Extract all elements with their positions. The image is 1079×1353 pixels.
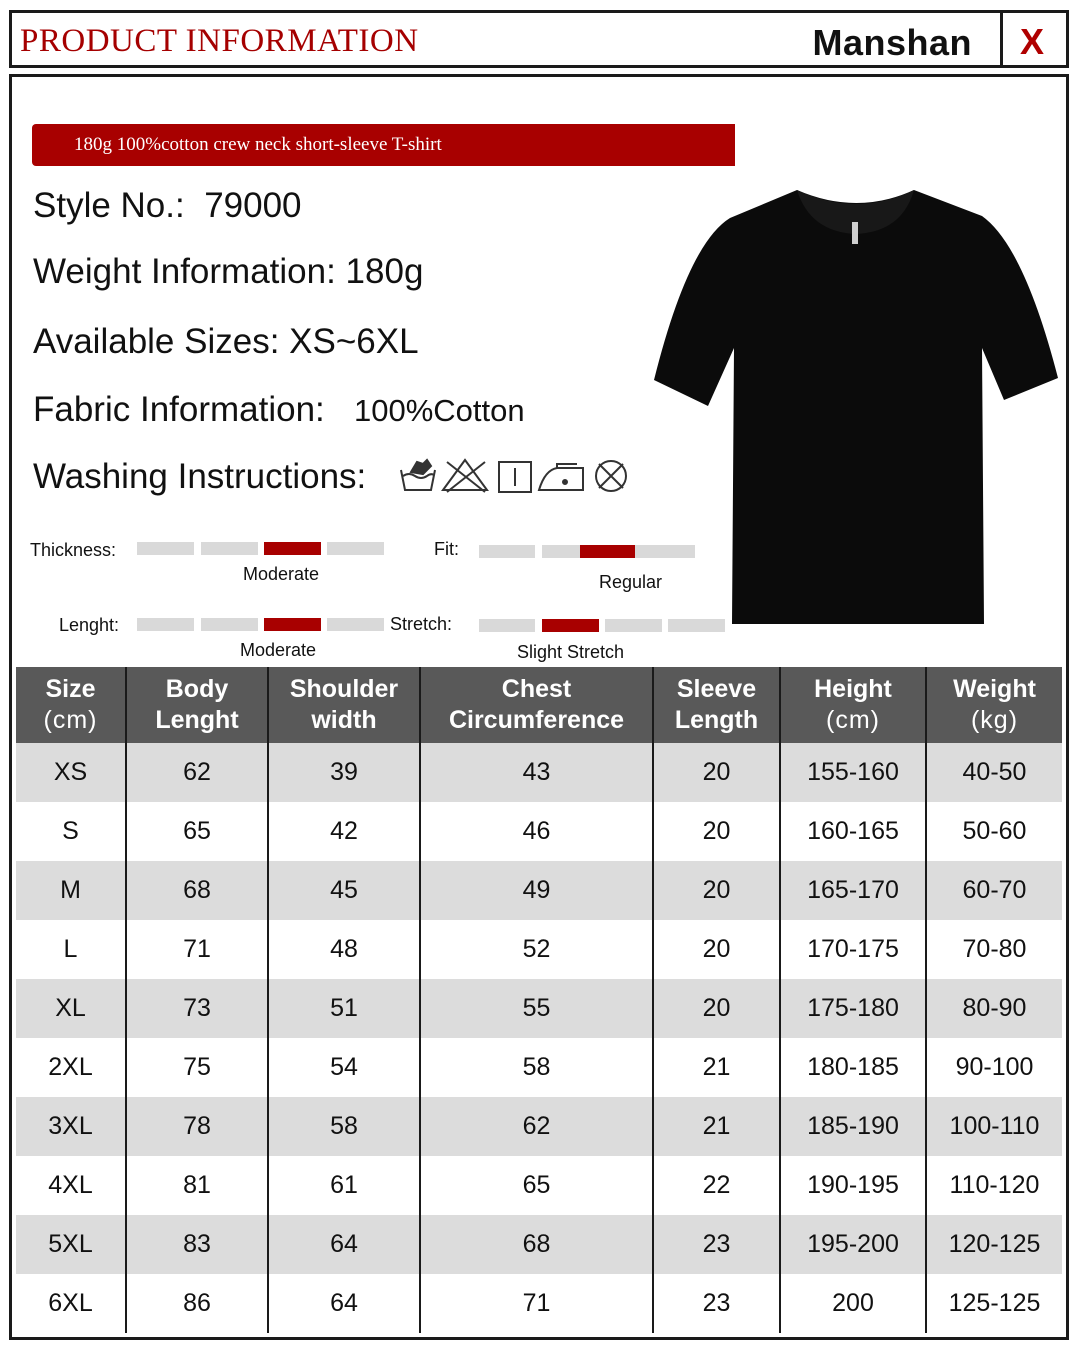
table-header-row [16, 667, 1062, 743]
table-cell: S [16, 802, 126, 861]
column-header: Chest Circumference [420, 667, 653, 743]
length-segment [327, 618, 384, 631]
table-cell: 68 [420, 1215, 653, 1274]
stretch-label: Stretch: [390, 614, 453, 634]
table-cell: 125-125 [926, 1274, 1062, 1333]
table-cell: 65 [420, 1156, 653, 1215]
length-caption: Moderate [240, 640, 317, 660]
table-cell: 23 [653, 1274, 780, 1333]
table-cell: 23 [653, 1215, 780, 1274]
column-header: Body Lenght [126, 667, 268, 743]
table-cell: 39 [268, 743, 420, 802]
table-cell: 21 [653, 1097, 780, 1156]
table-cell: 110-120 [926, 1156, 1062, 1215]
table-cell: 64 [268, 1274, 420, 1333]
table-cell: 43 [420, 743, 653, 802]
table-cell: 3XL [16, 1097, 126, 1156]
close-button[interactable]: X [1020, 21, 1045, 62]
table-cell: 180-185 [780, 1038, 926, 1097]
fabric-info [33, 390, 525, 430]
table-cell: 71 [420, 1274, 653, 1333]
table-cell: 61 [268, 1156, 420, 1215]
table-cell: 73 [126, 979, 268, 1038]
tshirt-image [652, 188, 1060, 628]
table-cell: M [16, 861, 126, 920]
column-header: Weight (kg) [926, 667, 1062, 743]
table-cell: 170-175 [780, 920, 926, 979]
header-divider [1000, 13, 1003, 65]
header-bar [9, 10, 1069, 68]
available-sizes: Available Sizes: XS~6XL [33, 322, 419, 361]
table-cell: 58 [268, 1097, 420, 1156]
tumble-dry-icon [499, 462, 531, 492]
thickness-segment [137, 542, 194, 555]
length-segment-active [264, 618, 321, 631]
product-banner [32, 124, 735, 166]
thickness-label: Thickness: [30, 540, 117, 560]
table-cell: 46 [420, 802, 653, 861]
style-value: 79000 [204, 186, 302, 225]
washing-info: Washing Instructions: [33, 457, 367, 496]
table-cell: 195-200 [780, 1215, 926, 1274]
style-label: Style No.: [33, 186, 185, 225]
table-cell: 78 [126, 1097, 268, 1156]
table-cell: 68 [126, 861, 268, 920]
stretch-segment [479, 619, 535, 632]
table-row [16, 1215, 1062, 1274]
column-header: Sleeve Length [653, 667, 780, 743]
table-cell: 21 [653, 1038, 780, 1097]
table-cell: 55 [420, 979, 653, 1038]
column-header: Height (cm) [780, 667, 926, 743]
weight-info: Weight Information: 180g [33, 252, 424, 291]
fabric-label: Fabric Information: [33, 390, 325, 429]
table-row [16, 743, 1062, 802]
table-row [16, 1038, 1062, 1097]
thickness-caption: Moderate [243, 564, 320, 584]
size-chart-table [16, 667, 1062, 1333]
table-cell: 86 [126, 1274, 268, 1333]
table-cell: 60-70 [926, 861, 1062, 920]
table-cell: 160-165 [780, 802, 926, 861]
thickness-segment-active [264, 542, 321, 555]
fabric-value: 100%Cotton [353, 393, 525, 428]
table-cell: 190-195 [780, 1156, 926, 1215]
table-row [16, 1156, 1062, 1215]
table-cell: 185-190 [780, 1097, 926, 1156]
table-cell: 52 [420, 920, 653, 979]
table-cell: 155-160 [780, 743, 926, 802]
table-cell: 62 [126, 743, 268, 802]
column-header: Size (cm) [16, 667, 126, 743]
fit-label: Fit: [434, 539, 459, 559]
table-cell: 62 [420, 1097, 653, 1156]
table-cell: 42 [268, 802, 420, 861]
table-cell: 51 [268, 979, 420, 1038]
table-cell: 20 [653, 802, 780, 861]
table-cell: 64 [268, 1215, 420, 1274]
table-cell: 200 [780, 1274, 926, 1333]
table-cell: 70-80 [926, 920, 1062, 979]
table-cell: 90-100 [926, 1038, 1062, 1097]
length-segment [137, 618, 194, 631]
table-cell: 54 [268, 1038, 420, 1097]
table-cell: 58 [420, 1038, 653, 1097]
table-cell: 20 [653, 861, 780, 920]
column-header: Shoulder width [268, 667, 420, 743]
table-cell: 120-125 [926, 1215, 1062, 1274]
table-cell: 175-180 [780, 979, 926, 1038]
table-cell: 20 [653, 920, 780, 979]
table-cell: 40-50 [926, 743, 1062, 802]
table-cell: 49 [420, 861, 653, 920]
hand-wash-icon [401, 460, 435, 490]
fit-segment [542, 545, 580, 558]
banner-text: 180g 100%cotton crew neck short-sleeve T-shirt [74, 134, 442, 155]
table-cell: 83 [126, 1215, 268, 1274]
table-cell: XL [16, 979, 126, 1038]
washing-icons [397, 456, 633, 496]
fit-segment [479, 545, 535, 558]
table-cell: 22 [653, 1156, 780, 1215]
table-cell: 75 [126, 1038, 268, 1097]
table-row [16, 802, 1062, 861]
table-cell: 81 [126, 1156, 268, 1215]
table-cell: 50-60 [926, 802, 1062, 861]
table-cell: XS [16, 743, 126, 802]
table-cell: 2XL [16, 1038, 126, 1097]
table-cell: 5XL [16, 1215, 126, 1274]
table-cell: 45 [268, 861, 420, 920]
table-cell: 80-90 [926, 979, 1062, 1038]
stretch-caption: Slight Stretch [517, 642, 625, 662]
table-cell: 4XL [16, 1156, 126, 1215]
table-cell: 165-170 [780, 861, 926, 920]
fit-segment-active [580, 545, 635, 558]
table-cell: 6XL [16, 1274, 126, 1333]
page-title: PRODUCT INFORMATION [20, 23, 419, 59]
brand-name: Manshan [812, 22, 972, 63]
stretch-segment-active [542, 619, 599, 632]
table-row [16, 861, 1062, 920]
style-number [33, 186, 302, 226]
table-row [16, 1274, 1062, 1333]
table-cell: 20 [653, 979, 780, 1038]
length-segment [201, 618, 258, 631]
no-dry-clean-icon [596, 461, 626, 491]
iron-icon [539, 464, 583, 490]
table-cell: 65 [126, 802, 268, 861]
table-cell: 100-110 [926, 1097, 1062, 1156]
fit-caption: Regular [599, 572, 663, 592]
table-cell: 71 [126, 920, 268, 979]
no-bleach-icon [443, 460, 487, 492]
table-row [16, 1097, 1062, 1156]
table-cell: L [16, 920, 126, 979]
thickness-segment [327, 542, 384, 555]
table-row [16, 979, 1062, 1038]
table-cell: 20 [653, 743, 780, 802]
table-cell: 48 [268, 920, 420, 979]
length-label: Lenght: [59, 615, 120, 635]
thickness-segment [201, 542, 258, 555]
table-row [16, 920, 1062, 979]
